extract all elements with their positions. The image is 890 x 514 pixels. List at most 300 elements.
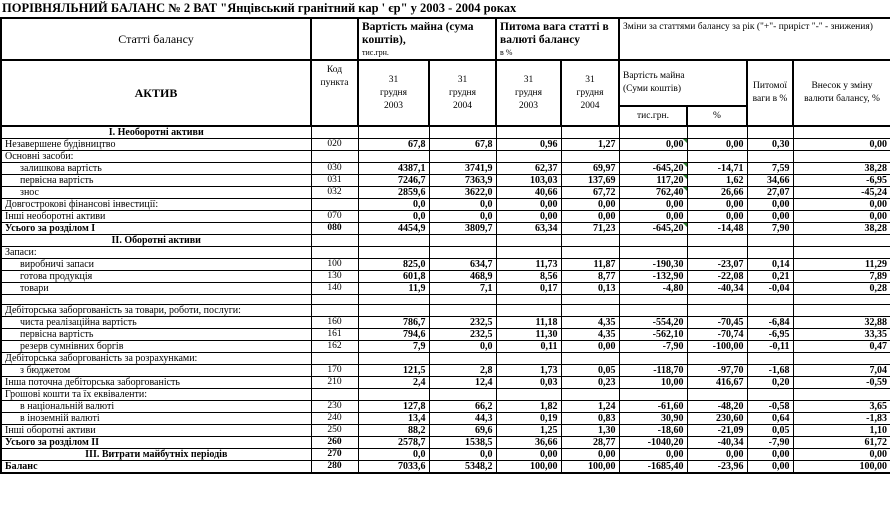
cell-value (793, 305, 890, 317)
table-row (1, 377, 890, 389)
cell-value: 1,24 (561, 401, 619, 413)
cell-value: 468,9 (429, 271, 496, 283)
cell-value: 0,00 (496, 211, 561, 223)
cell-value (496, 353, 561, 365)
table-row (1, 259, 890, 271)
row-label: чиста реалізаційна вартість (1, 317, 311, 329)
cell-value: 1,30 (561, 425, 619, 437)
cell-value (747, 151, 793, 163)
cell-value: 0,00 (687, 211, 747, 223)
cell-value: 100,00 (496, 461, 561, 474)
table-row (1, 425, 890, 437)
row-code (311, 305, 358, 317)
row-label: Інша поточна дебіторська заборгованість (1, 377, 311, 389)
cell-value: 0,00 (747, 199, 793, 211)
cell-value: 38,28 (793, 223, 890, 235)
cell-value: 12,4 (429, 377, 496, 389)
cell-value: 0,00 (793, 139, 890, 151)
cell-value: 7,9 (358, 341, 429, 353)
table-row (1, 247, 890, 259)
row-code: 140 (311, 283, 358, 295)
cell-value: 69,97 (561, 163, 619, 175)
cell-value (358, 305, 429, 317)
cell-value: -6,95 (793, 175, 890, 187)
row-label: ІІ. Оборотні активи (1, 235, 311, 247)
table-row (1, 413, 890, 425)
cell-value (429, 235, 496, 247)
row-label: Дебіторська заборгованість за товари, роботи, послуги: (1, 305, 311, 317)
cell-value: 0,0 (358, 449, 429, 461)
cell-value: 4,35 (561, 317, 619, 329)
cell-value: 1,73 (496, 365, 561, 377)
row-label: знос (1, 187, 311, 199)
cell-value: 0,00 (561, 341, 619, 353)
row-code (311, 199, 358, 211)
cell-value: 0,23 (561, 377, 619, 389)
cell-value: 794,6 (358, 329, 429, 341)
cell-value (793, 247, 890, 259)
cell-value: -40,34 (687, 437, 747, 449)
cell-value (687, 247, 747, 259)
cell-value: 7,59 (747, 163, 793, 175)
cell-value: 762,40 (619, 187, 687, 199)
cell-value: 230,60 (687, 413, 747, 425)
cell-value (747, 247, 793, 259)
cell-value: 8,77 (561, 271, 619, 283)
header-vnesok: Внесок у зміну валюти балансу, % (793, 60, 890, 126)
cell-value: 27,07 (747, 187, 793, 199)
row-code (311, 126, 358, 139)
table-row (1, 329, 890, 341)
row-code: 031 (311, 175, 358, 187)
header-pytoma-vaha-label: Питома вага статті в валюті балансу (500, 21, 609, 46)
cell-value: 0,00 (561, 211, 619, 223)
row-label: в іноземній валюті (1, 413, 311, 425)
cell-value: 11,29 (793, 259, 890, 271)
cell-value: -0,59 (793, 377, 890, 389)
header-statti-balansu: Статті балансу (1, 18, 311, 60)
table-row (1, 283, 890, 295)
cell-value: -48,20 (687, 401, 747, 413)
cell-value: 38,28 (793, 163, 890, 175)
cell-value: 7246,7 (358, 175, 429, 187)
cell-value: 0,00 (747, 211, 793, 223)
cell-value: -1685,40 (619, 461, 687, 474)
cell-value: 4454,9 (358, 223, 429, 235)
row-label: готова продукція (1, 271, 311, 283)
table-row (1, 295, 890, 305)
cell-value: 0,64 (747, 413, 793, 425)
cell-value (793, 295, 890, 305)
cell-value: 0,13 (561, 283, 619, 295)
cell-value: -23,07 (687, 259, 747, 271)
cell-value (561, 235, 619, 247)
cell-value: -61,60 (619, 401, 687, 413)
row-label: Усього за розділом І (1, 223, 311, 235)
cell-value: 67,8 (358, 139, 429, 151)
row-label: Усього за розділом ІІ (1, 437, 311, 449)
cell-value (687, 151, 747, 163)
header-date-2003-sum: 31 грудня 2003 (358, 60, 429, 126)
row-code: 020 (311, 139, 358, 151)
cell-value (358, 353, 429, 365)
cell-value: 11,18 (496, 317, 561, 329)
cell-value: 0,19 (496, 413, 561, 425)
cell-value: -1,68 (747, 365, 793, 377)
header-date-2004-sum: 31 грудня 2004 (429, 60, 496, 126)
row-label: Запаси: (1, 247, 311, 259)
page-title: ПОРІВНЯЛЬНИЙ БАЛАНС № 2 ВАТ "Янцівський гранітний кар ' єр" у 2003 - 2004 роках (2, 1, 517, 15)
cell-value: 61,72 (793, 437, 890, 449)
row-code: 260 (311, 437, 358, 449)
cell-value (747, 235, 793, 247)
row-code: 070 (311, 211, 358, 223)
header-vartist-maina-group (358, 18, 496, 60)
cell-value: -6,95 (747, 329, 793, 341)
cell-value: -14,71 (687, 163, 747, 175)
row-code: 100 (311, 259, 358, 271)
cell-value: 137,69 (561, 175, 619, 187)
cell-value: 0,0 (429, 199, 496, 211)
header-date-2004-pct: 31 грудня 2004 (561, 60, 619, 126)
table-row (1, 151, 890, 163)
cell-value (561, 247, 619, 259)
header-pytoma-unit: в % (500, 48, 513, 57)
cell-value: -0,04 (747, 283, 793, 295)
row-code: 240 (311, 413, 358, 425)
cell-value: 0,0 (358, 211, 429, 223)
cell-value: 30,90 (619, 413, 687, 425)
cell-value: 44,3 (429, 413, 496, 425)
cell-value: 1,27 (561, 139, 619, 151)
cell-value: -0,11 (747, 341, 793, 353)
balance-table (0, 17, 890, 474)
row-code (311, 247, 358, 259)
row-label: Незавершене будівництво (1, 139, 311, 151)
cell-value (358, 126, 429, 139)
row-label: Інші необоротні активи (1, 211, 311, 223)
cell-value: -645,20 (619, 223, 687, 235)
table-row (1, 187, 890, 199)
cell-value: -554,20 (619, 317, 687, 329)
cell-value: 601,8 (358, 271, 429, 283)
cell-value: 36,66 (496, 437, 561, 449)
cell-value: 0,00 (687, 449, 747, 461)
cell-value (747, 389, 793, 401)
cell-value (561, 126, 619, 139)
cell-value (429, 247, 496, 259)
row-label: Основні засоби: (1, 151, 311, 163)
cell-value: 13,4 (358, 413, 429, 425)
cell-value: 0,00 (619, 139, 687, 151)
header-tys-hrn: тис.грн. (619, 106, 687, 126)
cell-value: 1,62 (687, 175, 747, 187)
cell-value (429, 295, 496, 305)
row-code: 210 (311, 377, 358, 389)
header-vartist-unit: тис.грн. (362, 48, 389, 57)
cell-value: 7363,9 (429, 175, 496, 187)
row-label: Баланс (1, 461, 311, 474)
cell-value (619, 247, 687, 259)
cell-value: 7,89 (793, 271, 890, 283)
row-label: первісна вартість (1, 175, 311, 187)
cell-value (687, 389, 747, 401)
cell-value: 100,00 (561, 461, 619, 474)
cell-value: 33,35 (793, 329, 890, 341)
cell-value: -4,80 (619, 283, 687, 295)
header-pytoma-vaha-group (496, 18, 619, 60)
table-row (1, 271, 890, 283)
cell-value: 0,00 (687, 199, 747, 211)
table-row (1, 126, 890, 139)
cell-value: 0,0 (429, 341, 496, 353)
cell-value: 11,73 (496, 259, 561, 271)
cell-value: 786,7 (358, 317, 429, 329)
cell-value: -70,45 (687, 317, 747, 329)
cell-value: 11,9 (358, 283, 429, 295)
cell-value: 71,23 (561, 223, 619, 235)
header-empty-cell (311, 18, 358, 60)
row-label: Грошові кошти та їх еквіваленти: (1, 389, 311, 401)
table-row (1, 317, 890, 329)
cell-value: 0,00 (496, 449, 561, 461)
cell-value (619, 389, 687, 401)
cell-value (619, 235, 687, 247)
cell-value: -21,09 (687, 425, 747, 437)
cell-value (747, 353, 793, 365)
cell-value: 127,8 (358, 401, 429, 413)
cell-value: 0,00 (561, 449, 619, 461)
table-row (1, 199, 890, 211)
cell-value: -190,30 (619, 259, 687, 271)
row-code: 161 (311, 329, 358, 341)
cell-value: 28,77 (561, 437, 619, 449)
cell-value (496, 235, 561, 247)
cell-value: -7,90 (747, 437, 793, 449)
cell-value: 7,1 (429, 283, 496, 295)
cell-value: -22,08 (687, 271, 747, 283)
cell-value (687, 235, 747, 247)
cell-value: 0,96 (496, 139, 561, 151)
row-code (311, 353, 358, 365)
header-date-2003-pct: 31 грудня 2003 (496, 60, 561, 126)
cell-value: 4387,1 (358, 163, 429, 175)
cell-value (747, 295, 793, 305)
cell-value: 66,2 (429, 401, 496, 413)
cell-value: -0,58 (747, 401, 793, 413)
cell-value: 7,04 (793, 365, 890, 377)
cell-value: 7,90 (747, 223, 793, 235)
table-row (1, 223, 890, 235)
cell-value: 7033,6 (358, 461, 429, 474)
cell-value: 0,28 (793, 283, 890, 295)
row-code: 230 (311, 401, 358, 413)
row-label: ІІІ. Витрати майбутніх періодів (1, 449, 311, 461)
cell-value (561, 305, 619, 317)
row-label: І. Необоротні активи (1, 126, 311, 139)
row-label: Дебіторська заборгованість за розрахунками: (1, 353, 311, 365)
cell-value (358, 235, 429, 247)
cell-value (429, 353, 496, 365)
cell-value: 67,8 (429, 139, 496, 151)
table-row (1, 305, 890, 317)
row-label: в національній валюті (1, 401, 311, 413)
row-code: 130 (311, 271, 358, 283)
cell-value (358, 247, 429, 259)
row-code: 032 (311, 187, 358, 199)
cell-value (561, 389, 619, 401)
cell-value: 0,00 (496, 199, 561, 211)
row-code: 170 (311, 365, 358, 377)
cell-value (429, 305, 496, 317)
cell-value (619, 151, 687, 163)
row-code: 270 (311, 449, 358, 461)
cell-value (429, 151, 496, 163)
cell-value: 62,37 (496, 163, 561, 175)
table-row (1, 461, 890, 474)
cell-value: 0,00 (619, 199, 687, 211)
cell-value: 0,11 (496, 341, 561, 353)
cell-value (747, 126, 793, 139)
header-aktiv: АКТИВ (1, 60, 311, 126)
cell-value: 3809,7 (429, 223, 496, 235)
cell-value (687, 353, 747, 365)
cell-value: 88,2 (358, 425, 429, 437)
cell-value: 0,00 (793, 199, 890, 211)
cell-value (619, 305, 687, 317)
cell-value: 2859,6 (358, 187, 429, 199)
row-code: 280 (311, 461, 358, 474)
cell-value: 232,5 (429, 317, 496, 329)
cell-flag-icon (683, 163, 687, 167)
cell-value: -645,20 (619, 163, 687, 175)
row-label: залишкова вартість (1, 163, 311, 175)
cell-value: 40,66 (496, 187, 561, 199)
table-row (1, 437, 890, 449)
cell-value: -1,83 (793, 413, 890, 425)
cell-value: 0,0 (429, 211, 496, 223)
table-row (1, 163, 890, 175)
table-row (1, 175, 890, 187)
header-pct: % (687, 106, 747, 126)
cell-value (619, 295, 687, 305)
cell-value (429, 389, 496, 401)
table-row (1, 401, 890, 413)
row-code: 162 (311, 341, 358, 353)
row-label (1, 295, 311, 305)
balance-table-body (1, 126, 890, 473)
row-label: Довгострокові фінансові інвестиції: (1, 199, 311, 211)
cell-value: 1,82 (496, 401, 561, 413)
table-row (1, 235, 890, 247)
cell-value (496, 305, 561, 317)
cell-value: 0,00 (687, 139, 747, 151)
table-row (1, 389, 890, 401)
header-kod-punkta: Код пункта (311, 60, 358, 126)
cell-value: 121,5 (358, 365, 429, 377)
table-row (1, 365, 890, 377)
header-vartist-maina-label: Вартість майна (сума коштів), (362, 21, 474, 46)
cell-value: 69,6 (429, 425, 496, 437)
cell-value: 100,00 (793, 461, 890, 474)
cell-value: 10,00 (619, 377, 687, 389)
cell-value: 0,00 (793, 449, 890, 461)
cell-value: -132,90 (619, 271, 687, 283)
row-code: 080 (311, 223, 358, 235)
cell-value: 8,56 (496, 271, 561, 283)
cell-value: 0,05 (747, 425, 793, 437)
cell-value (496, 126, 561, 139)
cell-flag-icon (683, 139, 687, 143)
cell-value (619, 353, 687, 365)
cell-flag-icon (683, 175, 687, 179)
cell-value: 117,20 (619, 175, 687, 187)
row-code (311, 389, 358, 401)
table-row (1, 211, 890, 223)
cell-value: 11,30 (496, 329, 561, 341)
row-code: 160 (311, 317, 358, 329)
cell-value (358, 151, 429, 163)
cell-value: -14,48 (687, 223, 747, 235)
cell-value: 0,00 (793, 211, 890, 223)
cell-value: -562,10 (619, 329, 687, 341)
cell-value: -6,84 (747, 317, 793, 329)
header-zminy-vartist: Вартість майна (Суми коштів) (619, 60, 747, 106)
cell-value: -70,74 (687, 329, 747, 341)
cell-value: 67,72 (561, 187, 619, 199)
cell-value: 1538,5 (429, 437, 496, 449)
row-code: 030 (311, 163, 358, 175)
cell-value: -7,90 (619, 341, 687, 353)
cell-value: 0,47 (793, 341, 890, 353)
cell-flag-icon (683, 223, 687, 227)
cell-value: -23,96 (687, 461, 747, 474)
row-label: з бюджетом (1, 365, 311, 377)
cell-value: 3,65 (793, 401, 890, 413)
row-code: 250 (311, 425, 358, 437)
row-label: товари (1, 283, 311, 295)
cell-value: 0,03 (496, 377, 561, 389)
cell-value (747, 305, 793, 317)
table-row (1, 139, 890, 151)
cell-value: -1040,20 (619, 437, 687, 449)
header-pytomi-vahy: Питомої ваги в % (747, 60, 793, 126)
cell-value: 3741,9 (429, 163, 496, 175)
cell-value: 0,14 (747, 259, 793, 271)
cell-value (619, 126, 687, 139)
cell-value: 0,21 (747, 271, 793, 283)
cell-value (358, 389, 429, 401)
cell-value: -100,00 (687, 341, 747, 353)
cell-value: 5348,2 (429, 461, 496, 474)
cell-value (687, 295, 747, 305)
cell-value (358, 295, 429, 305)
cell-value: 26,66 (687, 187, 747, 199)
cell-value: -118,70 (619, 365, 687, 377)
row-code (311, 235, 358, 247)
cell-value (561, 353, 619, 365)
cell-value (496, 295, 561, 305)
cell-value: -18,60 (619, 425, 687, 437)
table-row (1, 353, 890, 365)
cell-value: 0,0 (358, 199, 429, 211)
cell-value: 1,10 (793, 425, 890, 437)
cell-value: 0,83 (561, 413, 619, 425)
table-row (1, 449, 890, 461)
cell-value: 63,34 (496, 223, 561, 235)
cell-value (496, 151, 561, 163)
table-row (1, 341, 890, 353)
